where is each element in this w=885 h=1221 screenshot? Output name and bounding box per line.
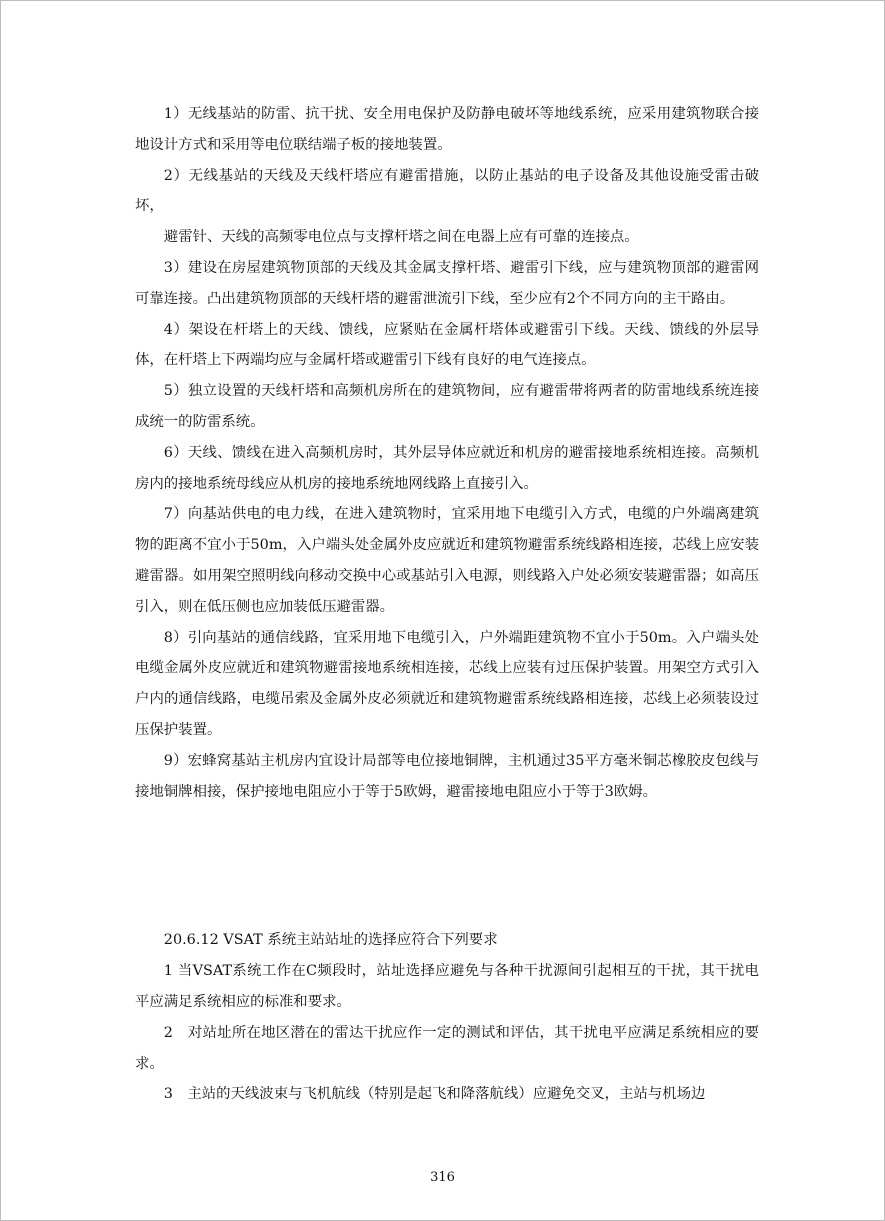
paragraph-7: 7）向基站供电的电力线，在进入建筑物时，宜采用地下电缆引入方式，电缆的户外端离建筑物的距离不宜小于50m，入户端头处金属外皮应就近和建筑物避雷系统线路相连接，芯线上应安装避雷器。如用架空照明线向移动交换中心或基站引入电源，则线路入户处必须安装避雷器；如高压引入，则在低压侧也应加装低压避雷器。 <box>135 506 759 615</box>
paragraph-3: 3）建设在房屋建筑物顶部的天线及其金属支撑杆塔、避雷引下线，应与建筑物顶部的避雷网可靠连接。凸出建筑物顶部的天线杆塔的避雷泄流引下线，至少应有2个不同方向的主干路由。 <box>135 259 759 307</box>
paragraph-9: 9）宏蜂窝基站主机房内宜设计局部等电位接地铜牌，主机通过35平方毫米铜芯橡胶皮包线与接地铜牌相接，保护接地电阻应小于等于5欧姆，避雷接地电阻应小于等于3欧姆。 <box>135 752 759 800</box>
requirement-2: 2 对站址所在地区潜在的雷达干扰应作一定的测试和评估，其干扰电平应满足系统相应的要求。 <box>135 1024 759 1072</box>
paragraph-2-continued: 避雷针、天线的高频零电位点与支撑杆塔之间在电器上应有可靠的连接点。 <box>163 229 639 246</box>
section-heading: 20.6.12 VSAT 系统主站站址的选择应符合下列要求 <box>163 932 498 949</box>
paragraph-5: 5）独立设置的天线杆塔和高频机房所在的建筑物间，应有避雷带将两者的防雷地线系统连接成统一的防雷系统。 <box>135 383 759 430</box>
requirement-3: 3 主站的天线波束与飞机航线（特别是起飞和降落航线）应避免交叉，主站与机场边 <box>163 1086 706 1103</box>
paragraph-1: 1）无线基站的防雷、抗干扰、安全用电保护及防静电破坏等地线系统，应采用建筑物联合接地设计方式和采用等电位联结端子板的接地装置。 <box>135 106 759 153</box>
paragraph-4: 4）架设在杆塔上的天线、馈线，应紧贴在金属杆塔体或避雷引下线。天线、馈线的外层导体，在杆塔上下两端均应与金属杆塔或避雷引下线有良好的电气连接点。 <box>135 321 759 369</box>
body-text <box>135 99 759 1110</box>
paragraph-8: 8）引向基站的通信线路，宜采用地下电缆引入，户外端距建筑物不宜小于50m。入户端头处电缆金属外皮应就近和建筑物避雷接地系统相连接，芯线上应装有过压保护装置。用架空方式引入户内的通信线路，电缆吊索及金属外皮必须就近和建筑物避雷系统线路相连接，芯线上必须装设过压保护装置。 <box>135 629 759 738</box>
section-gap <box>135 807 759 925</box>
page-number: 316 <box>430 1170 455 1185</box>
paragraph-6: 6）天线、馈线在进入高频机房时，其外层导体应就近和机房的避雷接地系统相连接。高频机房内的接地系统母线应从机房的接地系统地网线路上直接引入。 <box>135 444 759 492</box>
requirement-1: 1 当VSAT系统工作在C频段时，站址选择应避免与各种干扰源间引起相互的干扰，其干扰电平应满足系统相应的标准和要求。 <box>135 963 759 1010</box>
paragraph-2: 2）无线基站的天线及天线杆塔应有避雷措施，以防止基站的电子设备及其他设施受雷击破坏， <box>135 167 759 215</box>
